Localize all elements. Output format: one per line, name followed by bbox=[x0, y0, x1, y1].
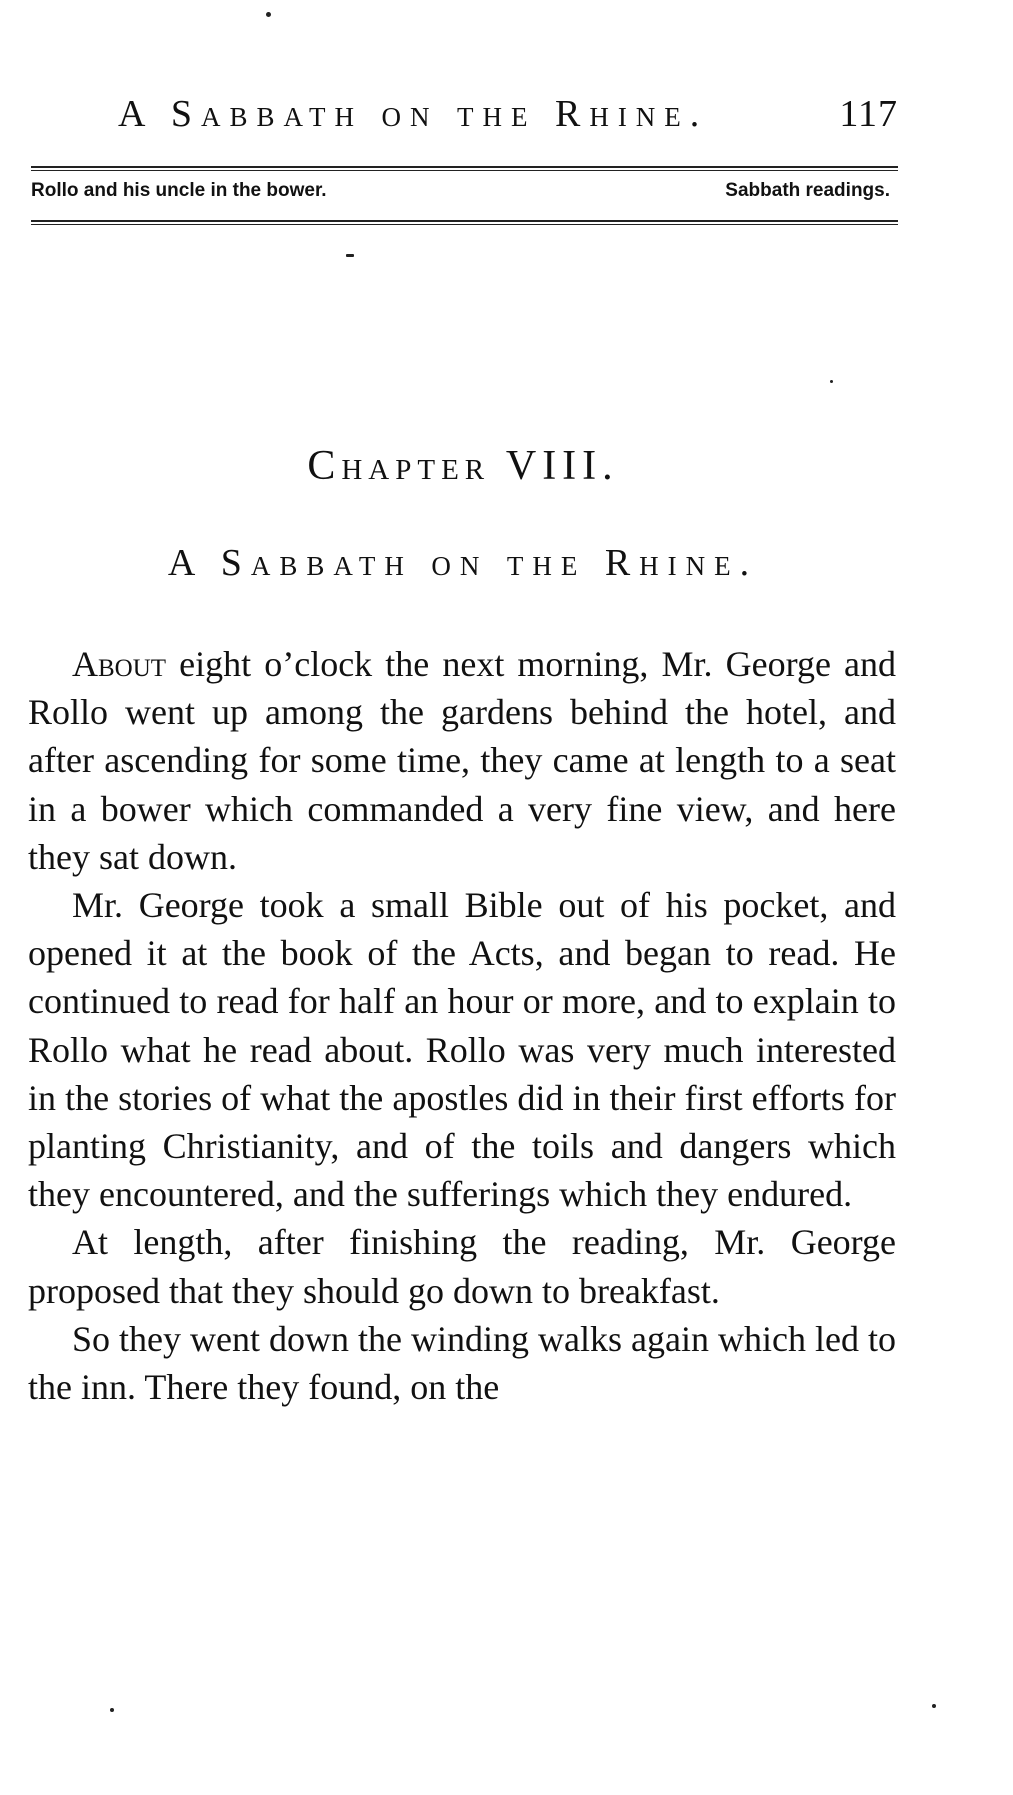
side-note-left: Rollo and his uncle in the bower. bbox=[31, 180, 327, 201]
running-title: A Sabbath on the Rhine. bbox=[118, 93, 709, 135]
chapter-number: Chapter VIII. bbox=[307, 443, 619, 489]
paragraph-3 bbox=[28, 1218, 896, 1314]
body-text bbox=[28, 640, 896, 1411]
page-number: 117 bbox=[839, 93, 898, 135]
side-note-right: Sabbath readings. bbox=[725, 180, 890, 201]
header-rule-bottom-inner bbox=[31, 224, 898, 225]
paragraph-text: So they went down the winding walks again which led to the inn. There they found, on the bbox=[28, 1318, 896, 1408]
header-rule-top-inner bbox=[31, 170, 898, 171]
paragraph-lead-word: About bbox=[72, 644, 167, 684]
print-speck bbox=[932, 1704, 936, 1708]
chapter-title: A Sabbath on the Rhine. bbox=[167, 542, 759, 584]
book-page bbox=[28, 0, 898, 1795]
print-speck bbox=[110, 1708, 114, 1712]
paragraph-text: Mr. George took a small Bible out of his pocket, and opened it at the book of the Acts, and began to read. He continued to read for half an hour or more, and to explain to Rollo what he read about. Rollo was very much interested in the stories of what the apostles did in their first efforts for planting Christianity, and of the toils and dangers which they encountered, and the sufferings which they endured. bbox=[28, 885, 896, 1215]
paragraph-text: eight o’clock the next morning, Mr. George and Rollo went up among the gardens behind the hotel, and after ascending for some time, they came at length to a seat in a bower which commanded a very fine view, and here they sat down. bbox=[28, 644, 896, 877]
running-head bbox=[118, 92, 898, 148]
side-notes bbox=[28, 180, 898, 208]
paragraph-1 bbox=[28, 640, 896, 881]
paragraph-4 bbox=[28, 1315, 896, 1411]
paragraph-text: At length, after finishing the reading, Mr. George proposed that they should go down to breakfast. bbox=[28, 1222, 896, 1311]
header-rule-top bbox=[31, 166, 898, 168]
print-speck bbox=[346, 254, 354, 257]
header-rule-bottom bbox=[31, 220, 898, 222]
print-speck bbox=[830, 380, 833, 383]
paragraph-2 bbox=[28, 881, 896, 1218]
print-speck bbox=[266, 12, 271, 17]
